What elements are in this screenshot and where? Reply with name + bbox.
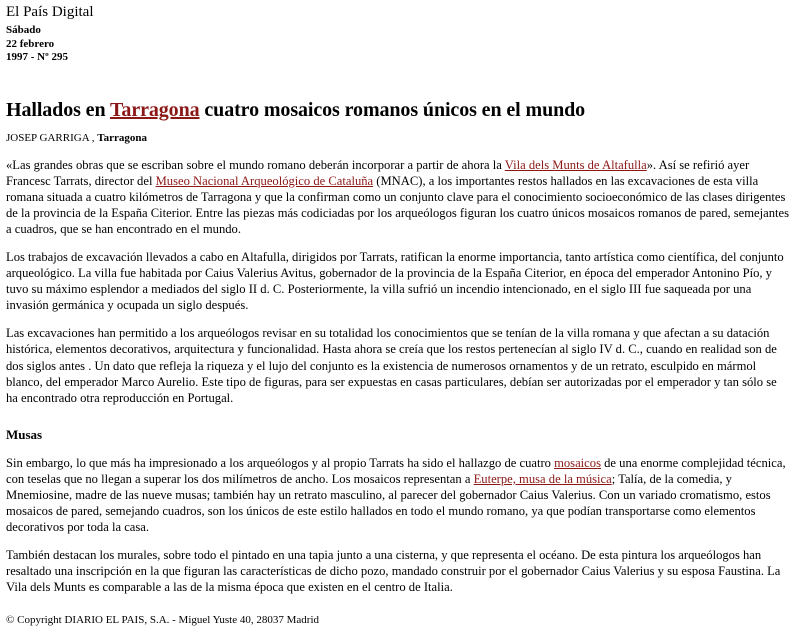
paragraph-text: Los trabajos de excavación llevados a cabo en Altafulla, dirigidos por Tarrats, ratifican la enorme importancia, tanto artística como científica, del conjunto arqueológico. La villa fue habitada por Caius Valerius Avitus, gobernador de la provincia de la España Citerior, en época del emperador Antonino Pío, y tuvo su máximo esplendor a mediados del siglo II d. C. Posteriormente, la villa sufrió un incendio intencionado, en el siglo III fue saqueada por una invasión germánica y ocupada un siglo después. xyxy=(6,249,784,313)
inline-link-lead-1[interactable]: Vila dels Munts de Altafulla xyxy=(504,157,647,172)
paragraph-text: Sin embargo, lo que más ha impresionado a los arqueólogos y al propio Tarrats ha sido el hallazgo de cuatro xyxy=(6,455,555,470)
byline-separator: , xyxy=(89,131,98,144)
masthead-dateblock xyxy=(6,24,790,65)
paragraph-lead xyxy=(6,157,790,237)
page-title xyxy=(6,99,790,122)
paragraph-text: ; Talía, de la comedia, y Mnemiosine, madre de las nueve musas; también hay un retrato masculino, al parecer del gobernador Caius Valerius. Con un variado cromatismo, estos mosaicos de pared, semejando cuadros, son los únicos de este estilo hallados en todo el mundo romano, ya que podían transportarse como elementos decorativos por toda la casa. xyxy=(6,471,771,535)
headline-text-after: cuatro mosaicos romanos únicos en el mundo xyxy=(199,98,586,121)
article-body-continued xyxy=(6,455,790,596)
paragraph-text: «Las grandes obras que se escriban sobre el mundo romano deberán incorporar a partir de ahora la xyxy=(6,157,505,172)
masthead-weekday: Sábado xyxy=(6,24,41,36)
paragraph-murals xyxy=(6,547,790,595)
inline-link-mosaics-3[interactable]: Euterpe, musa de la música xyxy=(473,471,612,486)
inline-link-lead-3[interactable]: Museo Nacional Arqueológico de Cataluña xyxy=(155,173,374,188)
paragraph-text: (MNAC), a los importantes restos hallados en las excavaciones de esta villa romana situada a cuatro kilómetros de Tarragona y que la confirman como un conjunto clave para el conocimiento socioeconómico de las clases dirigentes de la provincia de la España Citerior. Entre las piezas más codiciadas por los arqueólogos figuran los cuatro únicos mosaicos romanos de pared, semejantes a cuadros, que se han encontrado en el mundo. xyxy=(6,173,790,236)
paragraph-text: También destacan los murales, sobre todo el pintado en una tapia junto a una cisterna, y que representa el océano. De esta pintura los arqueólogos han resaltado una inscripción en la que figuran las características de dicho pozo, mandado construir por el gobernador Caius Valerius y su esposa Faustina. La Vila dels Munts es comparable a las de la misma época que existen en el centro de Italia. xyxy=(6,548,781,595)
headline-text-before: Hallados en xyxy=(6,98,111,121)
paragraph-text: de una enorme complejidad técnica, con teselas que no llegan a superar los dos milímetros de ancho. Los mosaicos representan a xyxy=(6,455,786,486)
copyright-footer: © Copyright DIARIO EL PAIS, S.A. - Miguel Yuste 40, 28037 Madrid xyxy=(6,613,319,626)
byline-place: Tarragona xyxy=(97,131,147,144)
paragraph-excavation xyxy=(6,249,790,313)
article-body xyxy=(6,157,790,406)
masthead-site-name: El País Digital xyxy=(6,4,94,20)
byline xyxy=(6,132,790,145)
masthead-date: 22 febrero xyxy=(6,37,55,50)
paragraph-dating xyxy=(6,325,790,405)
masthead-year-issue: 1997 - Nº 295 xyxy=(6,51,68,63)
section-subhead: Musas xyxy=(6,426,43,442)
inline-link-mosaics-1[interactable]: mosaicos xyxy=(554,455,601,470)
paragraph-text: ». Así se refirió ayer Francesc Tarrats, director del xyxy=(6,157,750,188)
paragraph-mosaics xyxy=(6,455,790,535)
headline-link-tarragona[interactable]: Tarragona xyxy=(110,98,200,121)
byline-author: JOSEP GARRIGA xyxy=(6,131,90,144)
paragraph-text: Las excavaciones han permitido a los arqueólogos revisar en su totalidad los conocimientos que se tenían de la villa romana y que afectan a su datación histórica, elementos decorativos, arquitectura y funcionalidad. Hasta ahora se creía que los restos pertenecían al siglo IV d. C., cuando en realidad son de dos siglos antes . Un dato que refleja la riqueza y el lujo del conjunto es la existencia de numerosos ornamentos y de un retrato, esculpido en mármol blanco, del emperador Marco Aurelio. Este tipo de figuras, para ser expuestas en casas particulares, debían ser autorizadas por el emperador y tan sólo se ha encontrado otra reproducción en Portugal. xyxy=(6,326,777,405)
